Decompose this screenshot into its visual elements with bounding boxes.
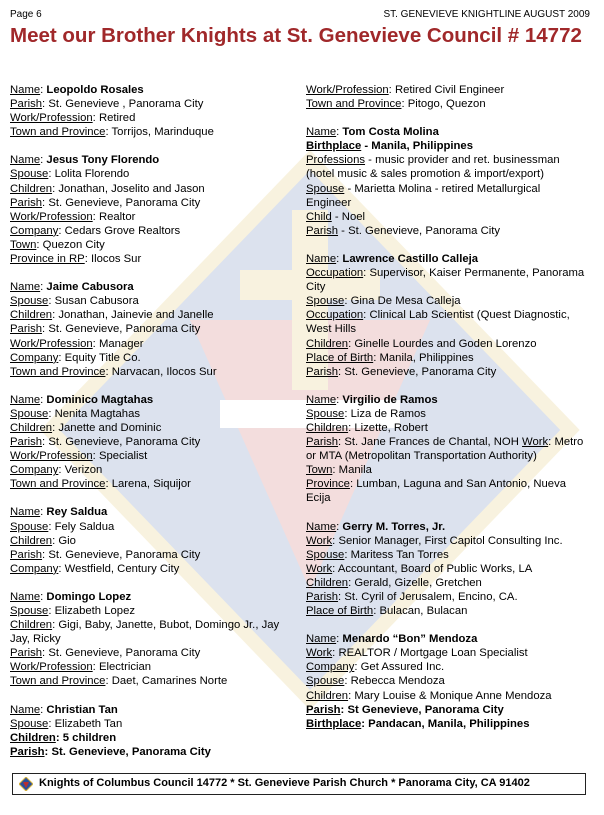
field-value: St. Genevieve, Panorama City [48,647,201,660]
field-value: Liza de Ramos [350,407,426,420]
field-label: Parish [306,224,339,237]
field-value: Torrijos, Marinduque [111,126,214,139]
knights-emblem-icon [19,777,33,791]
member-field: Name: Rey Saldua [10,506,108,519]
member-field: Town and Province: Pitogo, Quezon [306,98,486,111]
field-label: Spouse [306,182,345,195]
member-field: Parish: St. Genevieve, Panorama City [10,647,201,660]
field-label: Parish [10,647,43,660]
field-label: Work/Profession [10,337,93,350]
member-field: Spouse: Maritess Tan Torres [306,548,449,561]
field-label: Name [10,393,41,406]
field-value: Gigi, Baby, Janette, Bubot, Domingo Jr., Jay Jay, Ricky [10,619,283,646]
field-value: Daet, Camarines Norte [111,675,228,688]
field-label: Spouse [10,605,49,617]
field-label: Parish [10,548,43,561]
field-value: 5 children [62,731,117,744]
member-field: Spouse: Nenita Magtahas [10,407,141,420]
field-value: St. Genevieve, Panorama City [51,745,211,758]
field-value: St. Genevieve, Panorama City [48,196,201,209]
member-name: Leopoldo Rosales [46,84,144,96]
field-label: Town and Province [306,98,402,111]
field-value: Senior Manager, First Capitol Consulting Inc. [338,534,563,547]
member-name: Menardo “Bon” Mendoza [342,633,478,646]
member-field: Parish - St. Genevieve, Panorama City [306,224,501,237]
member-field: Children: 5 children [10,731,117,744]
member-field: Work/Profession: Retired [10,112,136,125]
field-label: Name [10,703,41,716]
member-field: Province: Lumban, Laguna and San Antonio, Nueva Ecija [306,478,570,505]
member-field: Occupation: Clinical Lab Scientist (Quest Diagnostic, West Hills [306,309,573,336]
member-field: Child - Noel [306,210,366,223]
member-field: Company: Cedars Grove Realtors [10,224,181,237]
member-field: Children: Mary Louise & Monique Anne Mendoza [306,689,552,702]
member-field: Parish: St. Jane Frances de Chantal, NOH Work: Metro or MTA (Metropolitan Transportation Authority) [306,436,587,463]
field-value: Larena, Siquijor [111,478,191,491]
field-label: Children [10,731,56,744]
field-value: Retired Civil Engineer [394,84,505,96]
field-label: Town and Province [10,365,106,378]
field-value: Narvacan, Ilocos Sur [111,365,217,378]
member-field: Spouse: Liza de Ramos [306,407,426,420]
member-field: Company: Equity Title Co. [10,351,141,364]
field-label: Parish [306,703,341,716]
field-label: Children [306,689,349,702]
field-label: Province [306,478,350,491]
field-label: Town [10,238,37,251]
member-name: Gerry M. Torres, Jr. [342,520,446,533]
field-value: St. Genevieve, Panorama City [48,323,201,336]
field-value: Mary Louise & Monique Anne Mendoza [354,689,552,702]
page-number: Page 6 [10,9,42,20]
field-label: Children [10,309,53,322]
field-value: Specialist [98,450,148,463]
field-label: Spouse [306,675,345,688]
field-value: Fely Saldua [54,520,115,533]
page-header [10,9,590,21]
member-field: Work: Accountant, Board of Public Works, LA [306,562,533,575]
field-label: Spouse [10,520,49,533]
member-field: Spouse: Rebecca Mendoza [306,675,445,688]
right-column [306,83,586,745]
field-label: Children [306,576,349,589]
member-field: Town and Province: Narvacan, Ilocos Sur [10,365,217,378]
field-value: Pitogo, Quezon [407,98,486,111]
field-value: Verizon [64,464,103,477]
field-label: Name [10,154,41,167]
field-label: Parish [306,591,339,603]
member-field: Parish: St. Cyril of Jerusalem, Encino, CA. [306,591,518,603]
field-label: Children [10,534,53,547]
member-field: Name: Virgilio de Ramos [306,393,438,406]
field-value: Janette and Dominic [58,421,162,434]
field-value: Ginelle Lourdes and Goden Lorenzo [354,337,537,350]
field-label: Company [10,224,59,237]
member-field: Town and Province: Torrijos, Marinduque [10,126,214,139]
member-field: Children: Gerald, Gizelle, Gretchen [306,576,482,589]
member-field: Name: Menardo “Bon” Mendoza [306,633,478,646]
member-field: Work/Profession: Realtor [10,210,136,223]
field-label: Spouse [10,717,49,730]
field-label: Work [306,534,333,547]
field-label: Name [306,393,337,406]
field-label: Name [306,126,337,139]
field-label: Town and Province [10,675,106,688]
field-value: Clinical Lab Scientist (Quest Diagnostic, West Hills [306,309,573,336]
field-label: Company [10,351,59,364]
field-value: St. Genevieve, Panorama City [348,224,501,237]
field-value: Lumban, Laguna and San Antonio, Nueva Ecija [306,478,570,505]
field-value: Cedars Grove Realtors [64,224,181,237]
member-field: Parish: St. Genevieve, Panorama City [306,365,497,378]
field-value: music provider and ret. businessman (hotel music & sales promotion & import/export) [306,154,563,181]
field-label: Name [10,84,41,96]
member-name: Jaime Cabusora [46,281,134,294]
field-value: St. Genevieve , Panorama City [48,98,204,111]
member-field: Children: Gio [10,534,76,547]
member-field: Place of Birth: Bulacan, Bulacan [306,605,468,618]
newsletter-title: ST. GENEVIEVE KNIGHTLINE AUGUST 2009 [383,9,590,20]
field-label: Name [10,506,41,519]
field-value: Gina De Mesa Calleja [350,295,461,308]
field-value: Bulacan, Bulacan [379,605,468,618]
member-field: Parish: St. Genevieve, Panorama City [10,323,201,336]
field-label: Work/Profession [10,661,93,674]
member-name: Domingo Lopez [46,590,132,603]
member-field: Work/Profession: Manager [10,337,144,350]
field-label: Name [306,252,337,265]
field-label: Occupation [306,267,364,280]
field-value: Ilocos Sur [91,253,142,266]
field-value: Manila [338,464,372,477]
field-label: Parish [10,196,43,209]
member-field: Occupation: Supervisor, Kaiser Permanente, Panorama City [306,267,588,294]
field-value: Elizabeth Tan [54,717,123,730]
member-name: Tom Costa Molina [342,126,439,139]
member-entry [306,632,586,731]
field-label: Children [10,182,53,195]
field-value: Nenita Magtahas [54,407,141,420]
field-value: St. Jane Frances de Chantal, NOH [344,436,519,449]
member-entry [10,153,295,266]
member-entry [10,280,295,379]
field-label: Work/Profession [10,450,93,463]
field-value: Quezon City [42,238,105,251]
member-field: Work/Profession: Electrician [10,661,152,674]
field-label: Spouse [10,407,49,420]
field-value: Gerald, Gizelle, Gretchen [354,576,482,589]
member-field: Spouse: Elizabeth Tan [10,717,123,730]
member-field: Town: Quezon City [10,238,105,251]
member-field: Children: Ginelle Lourdes and Goden Lorenzo [306,337,537,350]
member-field: Town and Province: Larena, Siquijor [10,478,191,491]
field-label: Province in RP [10,253,85,266]
field-label: Spouse [306,295,345,308]
member-field: Parish: St. Genevieve , Panorama City [10,98,204,111]
member-entry [306,125,586,238]
member-entry [306,252,586,379]
member-field: Parish: St. Genevieve, Panorama City [10,436,201,449]
member-entry [10,83,295,139]
field-value: St. Genevieve, Panorama City [48,548,201,561]
member-field: Work/Profession: Retired Civil Engineer [306,84,505,96]
member-field: Company: Westfield, Century City [10,562,180,575]
field-value: St. Cyril of Jerusalem, Encino, CA. [344,591,518,603]
member-field: Name: Domingo Lopez [10,590,132,603]
field-label: Children [306,337,349,350]
member-field: Children: Lizette, Robert [306,421,428,434]
field-value: Metro or MTA (Metropolitan Transportation Authority) [306,436,587,463]
member-field: Name: Jaime Cabusora [10,281,134,294]
field-value: Supervisor, Kaiser Permanente, Panorama City [306,267,588,294]
member-entry [10,505,295,575]
member-field: Birthplace - Manila, Philippines [306,140,473,153]
field-label: Work [306,562,333,575]
field-value: REALTOR / Mortgage Loan Specialist [338,647,528,660]
field-label: Work [306,647,333,660]
field-label: Name [10,590,41,603]
member-entry [306,520,586,619]
field-label: Place of Birth [306,351,374,364]
field-label: Name [306,633,337,646]
field-value: Pandacan, Manila, Philippines [368,717,530,730]
member-field: Company: Verizon [10,464,103,477]
member-name: Lawrence Castillo Calleja [342,252,479,265]
member-field: Name: Jesus Tony Florendo [10,154,160,167]
field-value: Maritess Tan Torres [350,548,449,561]
member-field: Parish: St. Genevieve, Panorama City [10,196,201,209]
field-value: Rebecca Mendoza [350,675,445,688]
field-label: Spouse [306,548,345,561]
member-field: Name: Lawrence Castillo Calleja [306,252,479,265]
member-field: Work/Profession: Specialist [10,450,148,463]
member-field: Children: Jonathan, Joselito and Jason [10,182,205,195]
member-field: Spouse: Lolita Florendo [10,168,130,181]
field-value: St. Genevieve, Panorama City [48,436,201,449]
field-label: Town and Province [10,478,106,491]
member-field: Name: Leopoldo Rosales [10,84,144,96]
field-label: Name [306,520,337,533]
member-field: Name: Christian Tan [10,703,118,716]
member-field: Children: Janette and Dominic [10,421,162,434]
field-label: Professions [306,154,366,167]
field-value: Lizette, Robert [354,421,428,434]
member-field: Name: Gerry M. Torres, Jr. [306,520,446,533]
page-title: Meet our Brother Knights at St. Genevieve Council # 14772 [10,24,582,47]
field-label: Spouse [306,407,345,420]
field-label: Name [10,281,41,294]
field-value: Noel [341,210,366,223]
field-label: Children [10,619,53,632]
member-name: Jesus Tony Florendo [46,154,160,167]
member-field: Town: Manila [306,464,372,477]
member-field: Province in RP: Ilocos Sur [10,253,142,266]
member-field: Spouse: Elizabeth Lopez [10,605,136,617]
field-value: Equity Title Co. [64,351,141,364]
member-field: Work: REALTOR / Mortgage Loan Specialist [306,647,528,660]
member-name: Virgilio de Ramos [342,393,438,406]
field-value: Realtor [98,210,136,223]
member-field: Spouse: Gina De Mesa Calleja [306,295,461,308]
field-label: Spouse [10,168,49,181]
field-value: Electrician [98,661,152,674]
member-entry [10,703,295,759]
footer-banner [12,773,586,795]
member-entry [10,393,295,492]
member-entry [306,83,586,111]
member-field: Children: Gigi, Baby, Janette, Bubot, Domingo Jr., Jay Jay, Ricky [10,619,283,646]
member-field: Spouse: Fely Saldua [10,520,115,533]
field-label: Birthplace [306,717,362,730]
field-label: Parish [10,323,43,336]
field-value: Susan Cabusora [54,295,139,308]
member-field: Spouse - Marietta Molina - retired Metallurgical Engineer [306,182,544,209]
field-label: Town [306,464,333,477]
member-field: Parish: St. Genevieve, Panorama City [10,548,201,561]
field-label: Spouse [10,295,49,308]
field-label: Place of Birth [306,605,374,618]
field-label: Company [10,562,59,575]
member-name: Dominico Magtahas [46,393,154,406]
field-label: Parish [10,436,43,449]
member-entry [10,590,295,689]
field-value: Manager [98,337,144,350]
field-label: Birthplace [306,140,362,153]
field-label: Child [306,210,332,223]
member-field: Work: Senior Manager, First Capitol Consulting Inc. [306,534,563,547]
field-label: Children [10,421,53,434]
member-field: Name: Tom Costa Molina [306,126,439,139]
field-label: Work [522,436,549,449]
field-value: Marietta Molina - retired Metallurgical Engineer [306,182,544,209]
footer-text: Knights of Columbus Council 14772 * St. Genevieve Parish Church * Panorama City, CA 91402 [39,777,530,789]
field-value: Accountant, Board of Public Works, LA [337,562,533,575]
field-value: Retired [98,112,136,125]
member-field: Place of Birth: Manila, Philippines [306,351,474,364]
member-entry [306,393,586,506]
member-field: Birthplace: Pandacan, Manila, Philippines [306,717,530,730]
member-field: Spouse: Susan Cabusora [10,295,139,308]
field-value: Manila, Philippines [379,351,474,364]
field-label: Town and Province [10,126,106,139]
member-field: Professions - music provider and ret. businessman (hotel music & sales promotion & import/export) [306,154,563,181]
member-field: Town and Province: Daet, Camarines Norte [10,675,228,688]
field-value: St. Genevieve, Panorama City [344,365,497,378]
field-value: St Genevieve, Panorama City [347,703,504,716]
field-value: Jonathan, Joselito and Jason [58,182,205,195]
field-label: Company [10,464,59,477]
field-label: Parish [10,745,45,758]
field-value: Get Assured Inc. [360,661,445,674]
member-field: Name: Dominico Magtahas [10,393,154,406]
field-label: Parish [10,98,43,111]
member-field: Children: Jonathan, Jainevie and Janelle [10,309,214,322]
field-value: Elizabeth Lopez [54,605,136,617]
member-name: Rey Saldua [46,506,108,519]
member-field: Company: Get Assured Inc. [306,661,445,674]
member-name: Christian Tan [46,703,118,716]
member-field: Parish: St. Genevieve, Panorama City [10,745,211,758]
field-label: Work/Profession [10,210,93,223]
field-label: Work/Profession [10,112,93,125]
field-label: Children [306,421,349,434]
member-field: Parish: St Genevieve, Panorama City [306,703,504,716]
field-value: Lolita Florendo [54,168,130,181]
field-value: Westfield, Century City [64,562,180,575]
field-value: Manila, Philippines [371,140,473,153]
field-label: Company [306,661,355,674]
field-value: Gio [58,534,76,547]
field-label: Occupation [306,309,364,322]
field-label: Work/Profession [306,84,389,96]
left-column [10,83,295,773]
field-label: Parish [306,436,339,449]
field-label: Parish [306,365,339,378]
field-value: Jonathan, Jainevie and Janelle [58,309,214,322]
